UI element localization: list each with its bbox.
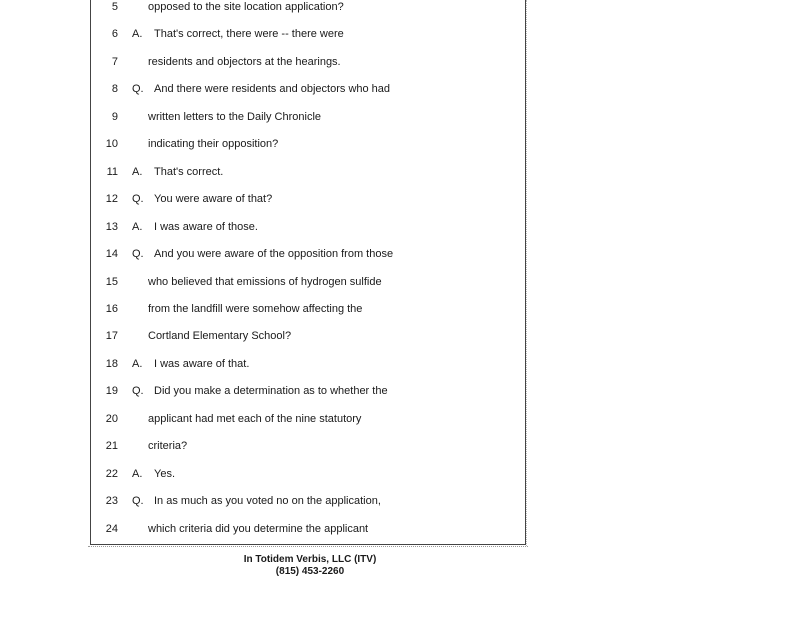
transcript-line [90, 410, 524, 428]
transcript-line [90, 80, 524, 98]
transcript-line [90, 190, 524, 208]
line-number: 11 [106, 165, 118, 178]
line-text: In as much as you voted no on the application, [154, 495, 381, 508]
line-text: And you were aware of the opposition from those [154, 248, 394, 261]
transcript-line [90, 218, 524, 236]
transcript-line [90, 465, 524, 483]
speaker-marker: Q. [132, 83, 144, 96]
line-text: which criteria did you determine the applicant [148, 522, 369, 535]
line-number: 17 [105, 330, 118, 343]
line-number: 18 [105, 357, 118, 370]
line-number: 10 [105, 138, 118, 151]
transcript-line [90, 108, 524, 126]
transcript-line [90, 355, 524, 373]
speaker-marker: Q. [132, 495, 144, 508]
line-number: 8 [111, 83, 118, 96]
scan-edge-bottom [88, 546, 528, 550]
line-text: That's correct. [154, 165, 224, 178]
line-text: opposed to the site location application? [148, 1, 344, 13]
line-number: 24 [105, 522, 118, 535]
transcript-line [90, 300, 524, 318]
line-text: You were aware of that? [154, 193, 273, 206]
transcript-line [90, 163, 524, 181]
line-number: 15 [105, 275, 118, 288]
line-number: 9 [111, 110, 118, 123]
transcript-line [90, 520, 524, 538]
line-number: 22 [105, 467, 118, 480]
transcript-line [90, 0, 524, 16]
line-text: applicant had met each of the nine statutory [148, 412, 362, 425]
line-text: criteria? [148, 440, 188, 453]
line-number: 21 [105, 440, 118, 453]
transcript-line [90, 53, 524, 71]
line-number: 19 [105, 385, 118, 398]
line-text: And there were residents and objectors who had [154, 83, 391, 96]
line-number: 20 [105, 412, 118, 425]
scan-edge-right [526, 0, 528, 546]
speaker-marker: A. [132, 165, 143, 178]
transcript-line [90, 273, 524, 291]
transcript-line [90, 245, 524, 263]
speaker-marker: A. [132, 357, 143, 370]
line-text: indicating their opposition? [148, 138, 279, 151]
line-text: written letters to the Daily Chronicle [148, 110, 322, 123]
speaker-marker: A. [132, 220, 143, 233]
line-text: residents and objectors at the hearings. [148, 55, 341, 68]
speaker-marker: A. [132, 467, 143, 480]
footer-phone: (815) 453-2260 [275, 566, 345, 577]
line-number: 13 [105, 220, 118, 233]
line-number: 5 [111, 1, 118, 13]
line-text: Cortland Elementary School? [148, 330, 292, 343]
speaker-marker: Q. [132, 248, 144, 261]
line-text: I was aware of those. [154, 220, 258, 233]
transcript-line [90, 25, 524, 43]
transcript-line [90, 382, 524, 400]
line-text: who believed that emissions of hydrogen sulfide [148, 275, 382, 288]
transcript-line [90, 437, 524, 455]
line-text: I was aware of that. [154, 357, 250, 370]
speaker-marker: A. [132, 28, 143, 41]
line-number: 16 [105, 302, 118, 315]
line-number: 14 [105, 248, 118, 261]
speaker-marker: Q. [132, 193, 144, 206]
line-number: 7 [111, 55, 118, 68]
line-number: 23 [105, 495, 118, 508]
transcript-line [90, 135, 524, 153]
footer-company: In Totidem Verbis, LLC (ITV) [243, 554, 377, 565]
speaker-marker: Q. [132, 385, 144, 398]
line-number: 6 [111, 28, 118, 41]
line-text: That's correct, there were -- there were [154, 28, 344, 41]
line-number: 12 [105, 193, 118, 206]
transcript-line [90, 492, 524, 510]
transcript-line [90, 327, 524, 345]
line-text: from the landfill were somehow affecting the [148, 302, 363, 315]
line-text: Did you make a determination as to whether the [154, 385, 388, 398]
line-text: Yes. [154, 467, 176, 480]
